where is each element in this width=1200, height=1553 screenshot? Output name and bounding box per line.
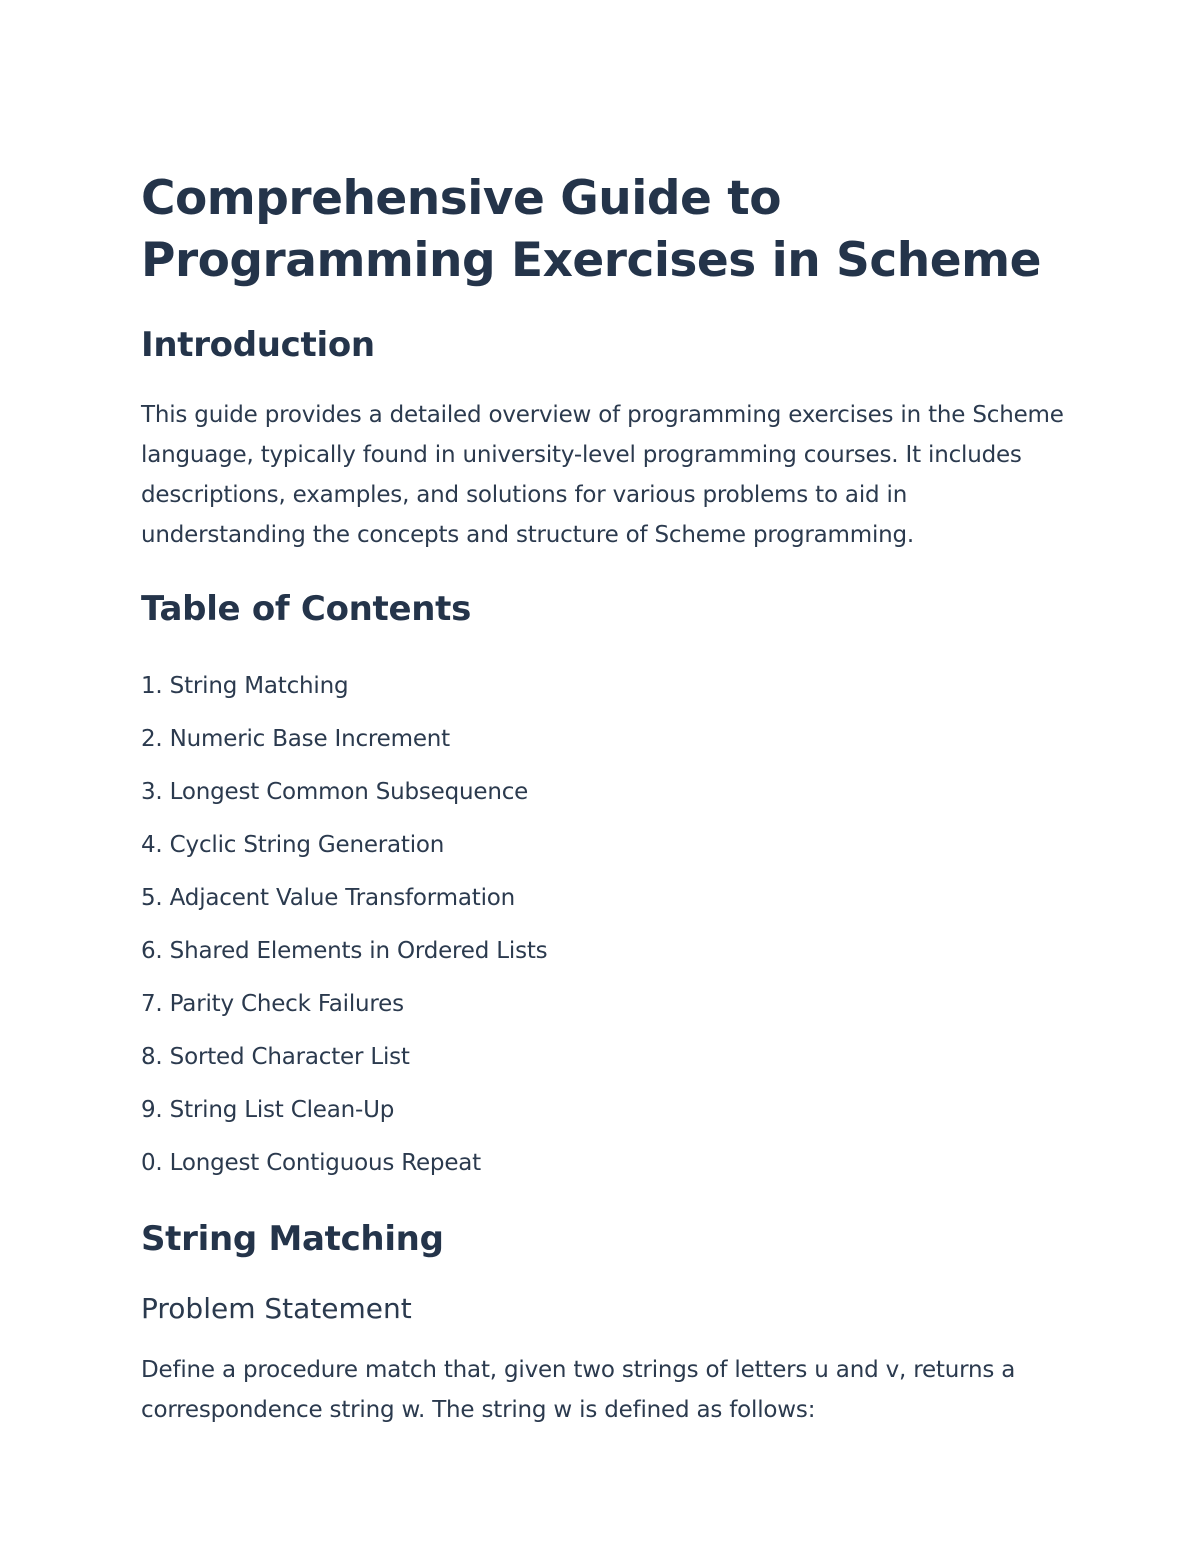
toc-item-string-matching[interactable]: [141, 660, 1071, 713]
introduction-heading: Introduction: [141, 325, 375, 365]
toc-item-label: String Matching: [169, 673, 349, 699]
toc-item-parity-check-failures[interactable]: [141, 978, 1071, 1031]
toc-item-label: String List Clean-Up: [169, 1097, 395, 1123]
toc-item-number: 9.: [141, 1097, 163, 1123]
toc-item-longest-common-subsequence[interactable]: [141, 766, 1071, 819]
toc-item-label: Numeric Base Increment: [169, 726, 450, 752]
toc-item-number: 2.: [141, 726, 163, 752]
toc-item-sorted-character-list[interactable]: [141, 1031, 1071, 1084]
toc-item-string-list-clean-up[interactable]: [141, 1084, 1071, 1137]
document-page: [141, 168, 1071, 1430]
toc-item-label: Shared Elements in Ordered Lists: [169, 938, 548, 964]
toc-item-label: Longest Contiguous Repeat: [169, 1150, 481, 1176]
toc-item-number: 1.: [141, 673, 163, 699]
problem-statement-paragraph: Define a procedure match that, given two strings of letters u and v, returns a correspondence string w. The string w is defined as follows:: [141, 1357, 1016, 1423]
toc-item-label: Parity Check Failures: [169, 991, 404, 1017]
toc-item-number: 4.: [141, 832, 163, 858]
toc-item-numeric-base-increment[interactable]: [141, 713, 1071, 766]
toc-item-number: 7.: [141, 991, 163, 1017]
toc-item-longest-contiguous-repeat[interactable]: [141, 1137, 1071, 1190]
string-matching-heading: String Matching: [141, 1219, 444, 1259]
toc-heading: Table of Contents: [141, 589, 472, 629]
toc-item-number: 3.: [141, 779, 163, 805]
introduction-paragraph: This guide provides a detailed overview of programming exercises in the Scheme language, typically found in university-level programming courses. It includes descriptions, examples, and solutions for various problems to aid in understanding the concepts and structure of Scheme programming.: [141, 402, 1064, 548]
toc-item-number: 5.: [141, 885, 163, 911]
toc-item-label: Sorted Character List: [169, 1044, 410, 1070]
toc-item-label: Longest Common Subsequence: [169, 779, 529, 805]
toc-item-label: Cyclic String Generation: [169, 832, 445, 858]
toc-item-number: 6.: [141, 938, 163, 964]
toc-item-number: 8.: [141, 1044, 163, 1070]
toc-item-cyclic-string-generation[interactable]: [141, 819, 1071, 872]
toc-item-shared-elements[interactable]: [141, 925, 1071, 978]
toc-item-number: 0.: [141, 1150, 163, 1176]
toc-item-label: Adjacent Value Transformation: [169, 885, 516, 911]
problem-statement-heading: Problem Statement: [141, 1292, 412, 1325]
document-title: Comprehensive Guide to Programming Exercises in Scheme: [141, 171, 1041, 288]
table-of-contents: [141, 660, 1071, 1190]
toc-item-adjacent-value-transformation[interactable]: [141, 872, 1071, 925]
